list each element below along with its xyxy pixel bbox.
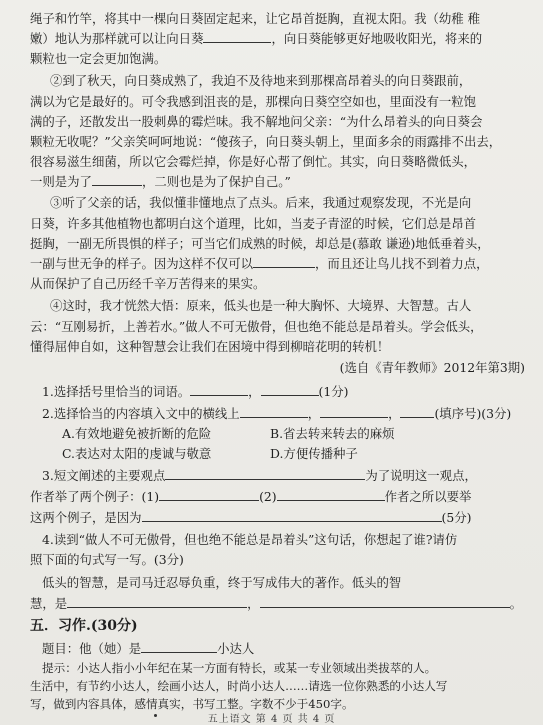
q4-text: 慧，是 <box>30 596 68 611</box>
q3-text: 3.短文阐述的主要观点 <box>42 468 166 483</box>
p4-line-2: 云：“互刚易折，上善若水。”做人不可无傲骨，但也绝不能总是昂着头。学会低头， <box>30 319 483 334</box>
p3-line-4 <box>30 255 529 273</box>
blank-fill-1[interactable] <box>203 30 271 43</box>
ink-dot <box>154 714 157 717</box>
p2-line-5: 很容易滋生细菌，所以它会霉烂掉，你是好心帮了倒忙。其实，向日葵略微低头， <box>30 154 477 169</box>
question-3-line-3 <box>30 509 529 527</box>
source-citation: (选自《青年教师》2012年第3期) <box>339 360 525 375</box>
question-3 <box>42 467 529 485</box>
q2-comma-2: ， <box>388 406 401 421</box>
p2-line-1: ②到了秋天，向日葵成熟了，我迫不及待地来到那棵高昂着头的向日葵跟前， <box>50 73 472 88</box>
p1-line-2-a: 嫩）地认为那样就可以让向日葵 <box>30 31 204 46</box>
q3-answer-2[interactable] <box>159 488 259 501</box>
p3-line-1: ③听了父亲的话，我似懂非懂地点了点头。后来，我通过观察发现，不光是向 <box>50 195 472 210</box>
q3-text-3: 作者举了两个例子：(1) <box>30 489 160 504</box>
topic-text-b: 小达人 <box>217 641 255 656</box>
p1-line-2-b: ，向日葵能够更好地吸收阳光，将来的 <box>271 31 483 46</box>
p2-line-6-b: ，二则也是为了保护自己。” <box>141 174 291 189</box>
q2-comma-1: ， <box>307 406 321 421</box>
blank-fill-2[interactable] <box>92 173 142 186</box>
blank-fill-3[interactable] <box>253 255 315 268</box>
q1-answer-1[interactable] <box>190 383 248 396</box>
option-a: A.有效地避免被折断的危险 <box>62 426 212 441</box>
p3-line-2: 日葵，许多其他植物也都明白这个道理，比如，当麦子青涩的时候，它们总是昂首 <box>30 216 477 231</box>
q3-answer-3[interactable] <box>277 488 385 501</box>
q1-score: (1分) <box>318 384 349 399</box>
writing-heading: 五．习作.(30分) <box>30 618 138 634</box>
q4-answer-1[interactable] <box>67 595 247 608</box>
p1-line-3: 颗粒也一定会更加饱满。 <box>30 51 167 66</box>
question-4-example: 低头的智慧，是司马迁忍辱负重，终于写成伟大的著作。低头的智 <box>42 575 402 590</box>
option-c: C.表达对太阳的虔诚与敬意 <box>62 446 212 461</box>
topic-blank[interactable] <box>141 640 217 653</box>
p2-line-6-a: 一则是为了 <box>30 174 92 189</box>
q3-answer-1[interactable] <box>165 467 365 480</box>
q3-answer-4[interactable] <box>142 509 442 522</box>
q3-text-5: 作者之所以要举 <box>384 489 472 504</box>
writing-hint-1: 提示：小达人指小小年纪在某一方面有特长，或某一专业领域出类拔萃的人。 <box>42 661 437 675</box>
q3-text-6: 这两个例子，是因为 <box>30 510 142 525</box>
p4-line-3: 懂得屈伸自如，这种智慧会让我们在困境中得到柳暗花明的转机！ <box>30 339 390 354</box>
writing-hint-2: 生活中，有节约小达人，绘画小达人，时尚小达人……请选一位你熟悉的小达人写 <box>30 679 448 693</box>
page-footer: 五上语文 第 4 页 共 4 页 <box>207 714 336 725</box>
q2-answer-3[interactable] <box>400 405 434 418</box>
p1-line-1: 绳子和竹竿，将其中一棵向日葵固定起来，让它昂首挺胸，直视太阳。我（幼稚 稚 <box>30 11 481 26</box>
p3-line-5: 从而保护了自己历经千辛万苦得来的果实。 <box>30 276 266 291</box>
question-1 <box>42 383 529 401</box>
q2-score: (填序号)(3分) <box>434 406 512 421</box>
p2-line-4: 颗粒无收呢？”父亲笑呵呵地说：“傻孩子，向日葵头朝上，里面多余的雨露排不出去， <box>30 134 502 149</box>
p2-line-3: 满的子，还散发出一股刺鼻的霉烂味。我不解地问父亲：“为什么昂着头的向日葵会 <box>30 114 483 129</box>
p3-line-4-a: 一副与世无争的样子。因为这样不仅可以 <box>30 256 254 271</box>
option-b: B.省去转来转去的麻烦 <box>270 426 395 441</box>
question-2 <box>42 405 529 423</box>
q3-text-4: (2) <box>259 489 277 504</box>
p1-line-2 <box>30 30 529 48</box>
q2-answer-1[interactable] <box>240 405 308 418</box>
q3-score: (5分) <box>441 510 472 525</box>
p3-line-4-b: ，而且还让鸟儿找不到着力点， <box>315 256 489 271</box>
option-d: D.方便传播种子 <box>270 446 358 461</box>
p3-line-3: 挺胸，一副无所畏惧的样子；可当它们成熟的时候，却总是(慕敢 谦逊)地低垂着头， <box>30 236 490 251</box>
q3-text-2: 为了说明这一观点， <box>365 468 477 483</box>
q1-comma: ， <box>248 384 261 399</box>
q1-text: 1.选择括号里恰当的词语。 <box>42 384 191 399</box>
q4-period: 。 <box>509 596 522 611</box>
q2-text: 2.选择恰当的内容填入文中的横线上 <box>42 406 240 421</box>
q1-answer-2[interactable] <box>261 383 319 396</box>
q2-answer-2[interactable] <box>320 405 388 418</box>
topic-text-a: 题目：他（她）是 <box>42 641 142 656</box>
question-4-answer-line <box>30 595 529 613</box>
p4-line-1: ④这时，我才恍然大悟：原来，低头也是一种大胸怀、大境界、大智慧。古人 <box>50 298 472 313</box>
p2-line-2: 满以为它是最好的。可令我感到沮丧的是，那棵向日葵空空如也，里面没有一粒饱 <box>30 94 477 109</box>
q4-comma: ， <box>247 596 260 611</box>
writing-hint-3: 写，做到内容具体，感情真实，书写工整。字数不少于450字。 <box>30 697 354 711</box>
writing-topic <box>42 640 529 658</box>
question-4: 4.读到“做人不可无傲骨，但也绝不能总是昂着头”这句话，你想起了谁?请仿 <box>42 532 458 547</box>
p2-line-6 <box>30 173 529 191</box>
question-3-line-2 <box>30 488 529 506</box>
question-4-line-2: 照下面的句式写一写。(3分) <box>30 552 184 567</box>
q4-answer-2[interactable] <box>260 595 510 608</box>
